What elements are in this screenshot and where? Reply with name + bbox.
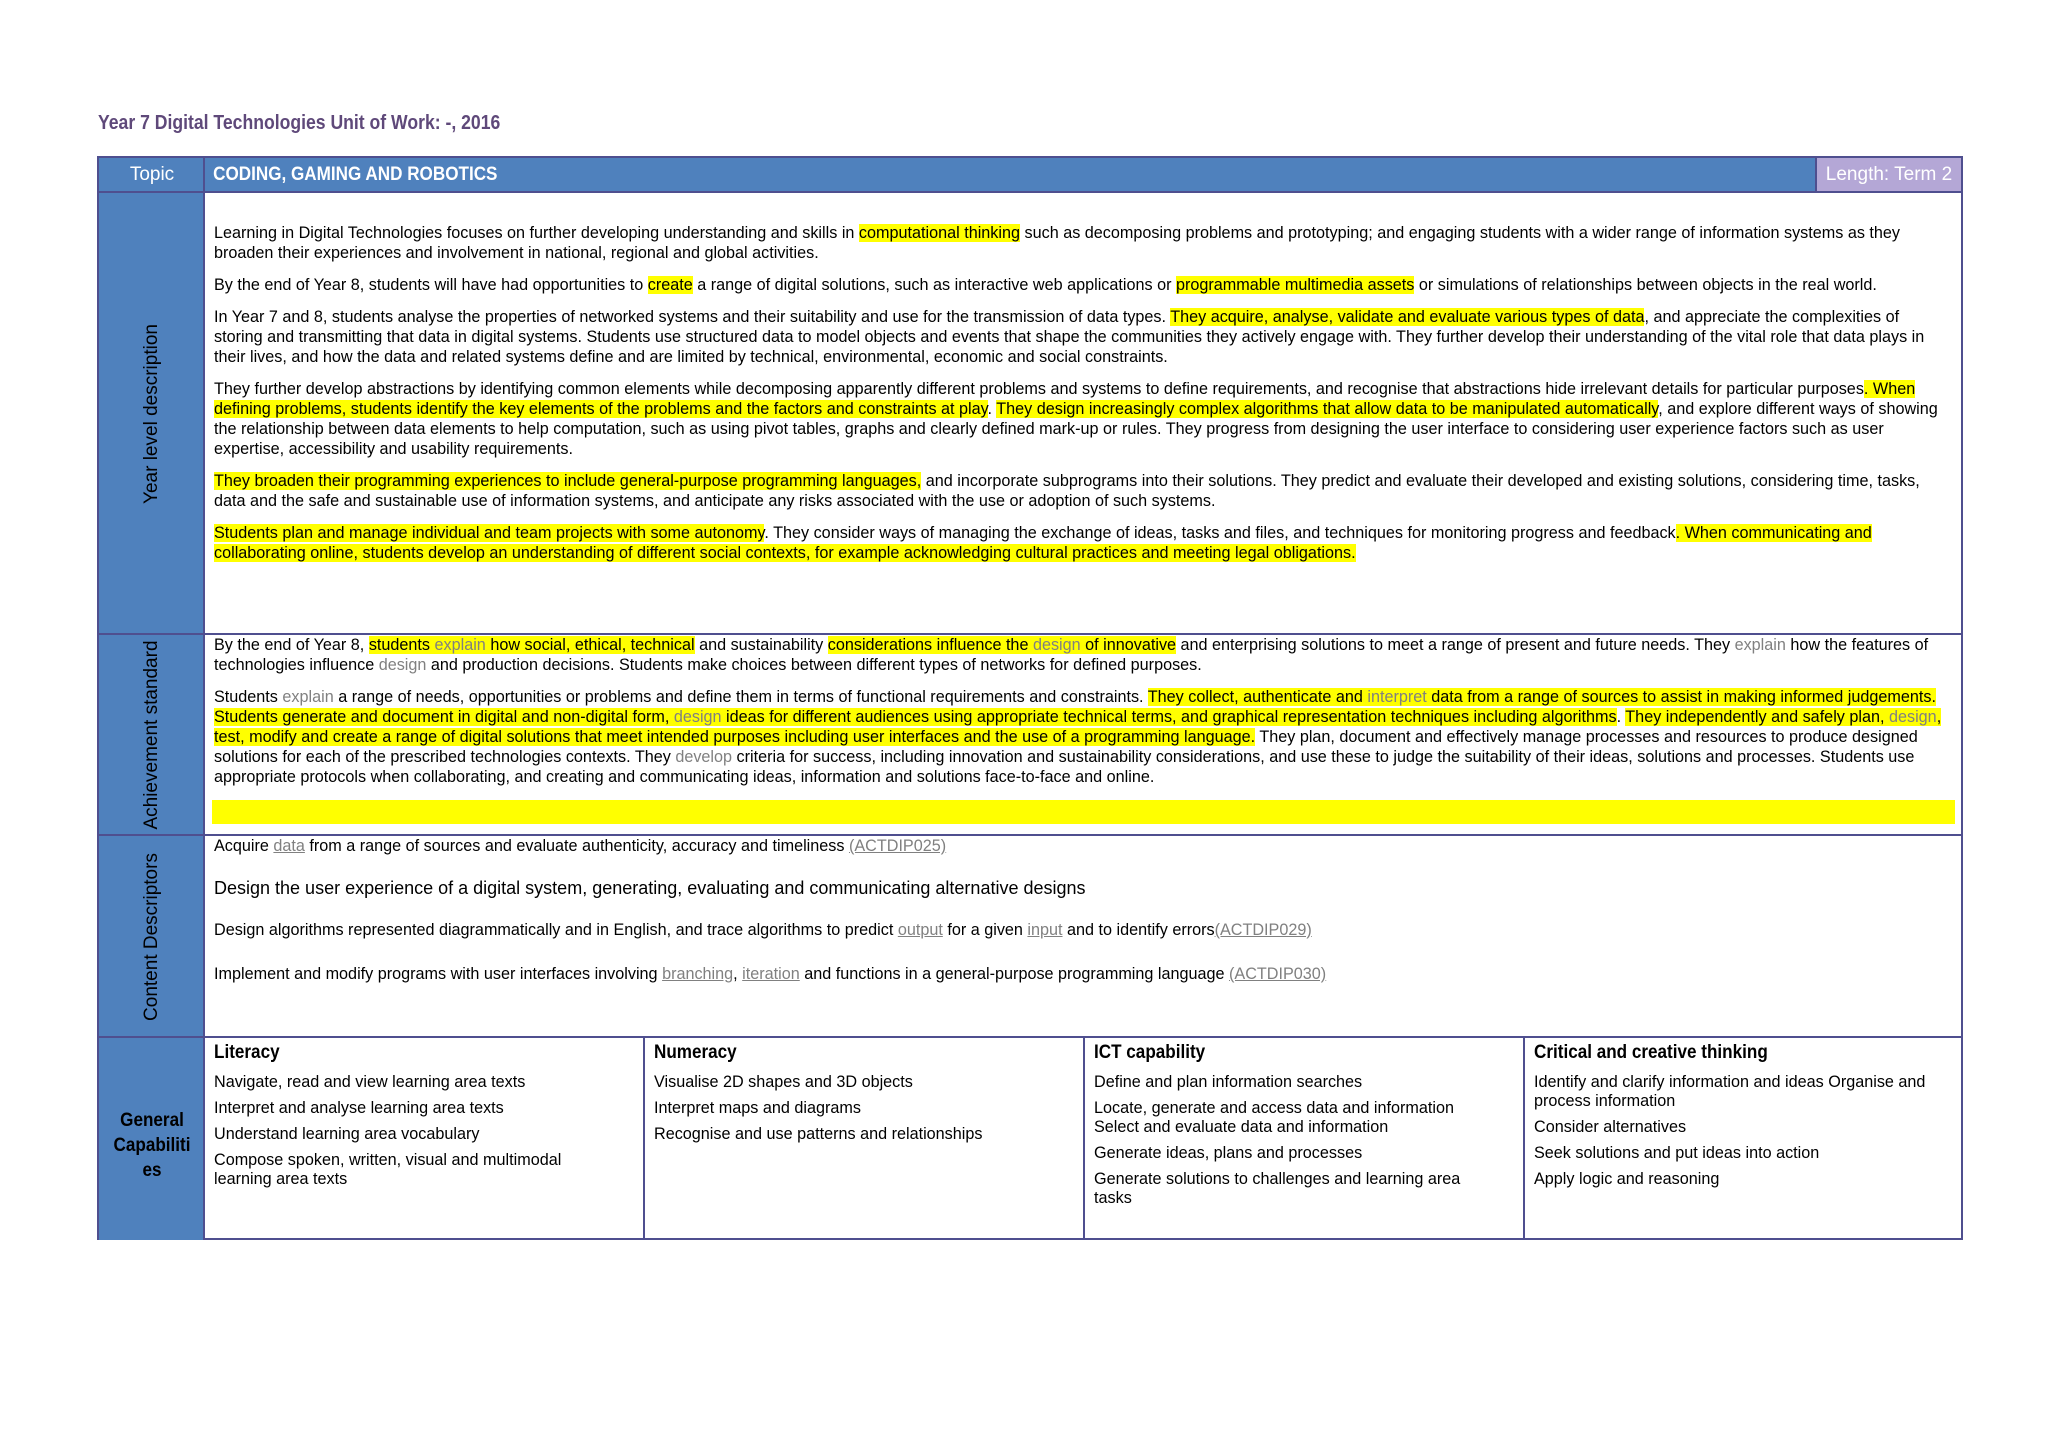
year-level-paragraph: They broaden their programming experiences to include general-purpose programming languages, and incorporate subprograms into their solutions. They predict and evaluate their developed and existing solutions, considering time, tasks, data and the safe and sustainable use of information systems, and anticipate any risks associated with the use or adoption of such systems. <box>214 472 1920 510</box>
document-title: Year 7 Digital Technologies Unit of Work: -, 2016 <box>98 112 501 134</box>
general-capabilities-label: General Capabiliti es <box>113 1110 191 1181</box>
achievement-label: Achievement standard <box>141 640 162 830</box>
capability-item: Consider alternatives <box>1534 1118 1687 1136</box>
capability-title: Numeracy <box>654 1042 737 1063</box>
content-descriptors <box>205 836 1961 1036</box>
year-level-paragraph: They further develop abstractions by identifying common elements while decomposing apparently different problems and systems to define requirements, and recognise that abstractions hide irrelevant details for particular purposes. When defining problems, students identify the key elements of the problems and the factors and constraints at play. They design increasingly complex algorithms that allow data to be manipulated automatically, and explore different ways of showing the relationship between data elements to help computation, such as using pivot tables, graphs and clearly defined mark-up or rules. They progress from designing the user interface to considering user experience factors such as user expertise, accessibility and usability requirements. <box>214 380 1938 458</box>
capability-title: Critical and creative thinking <box>1534 1042 1768 1063</box>
glossary-link[interactable]: output <box>897 921 943 939</box>
capability-item: Understand learning area vocabulary <box>214 1125 480 1143</box>
capability-title: Literacy <box>214 1042 280 1063</box>
highlighted-blank-line <box>212 800 1955 824</box>
capability-item: Generate ideas, plans and processes <box>1094 1144 1363 1162</box>
capability-column-literacy <box>205 1038 643 1240</box>
capability-item: Compose spoken, written, visual and multimodal learning area texts <box>214 1151 562 1188</box>
glossary-link[interactable]: iteration <box>742 965 800 983</box>
capability-item: Navigate, read and view learning area texts <box>214 1073 526 1091</box>
code-link[interactable]: (ACTDIP030) <box>1229 965 1327 983</box>
achievement-paragraph: Students explain a range of needs, opportunities or problems and define them in terms of functional requirements and constraints. They collect, authenticate and interpret data from a range of sources to assist in making informed judgements. Students generate and document in digital and non-digital form, design ideas for different audiences using appropriate technical terms, and graphical representation techniques including algorithms. They independently and safely plan, design, test, modify and create a range of digital solutions that meet intended purposes including user interfaces and the use of a programming language. They plan, document and effectively manage processes and resources to produce designed solutions for each of the prescribed technologies contexts. They develop criteria for success, including innovation and sustainability considerations, and use these to judge the suitability of their ideas, solutions and processes. Students use appropriate protocols when collaborating, and creating and communicating ideas, information and solutions face-to-face and online. <box>214 688 1942 786</box>
capability-item: Define and plan information searches <box>1094 1073 1363 1091</box>
year-level-paragraph: Learning in Digital Technologies focuses on further developing understanding and skills in computational thinking such as decomposing problems and prototyping; and engaging students with a wider range of information systems as they broaden their experiences and involvement in national, regional and global activities. <box>214 224 1901 262</box>
achievement-paragraph: By the end of Year 8, students explain how social, ethical, technical and sustainability considerations influence the design of innovative and enterprising solutions to meet a range of present and future needs. They explain how the features of technologies influence design and production decisions. Students make choices between different types of networks for defined purposes. <box>214 636 1929 674</box>
achievement-label-cell <box>99 635 205 835</box>
glossary-link[interactable]: input <box>1027 921 1063 939</box>
capability-item: Apply logic and reasoning <box>1534 1170 1720 1188</box>
year-level-label: Year level description <box>141 323 162 504</box>
capability-item: Generate solutions to challenges and learning area tasks <box>1094 1170 1461 1207</box>
capability-column-ict <box>1085 1038 1523 1240</box>
content-descriptor: Acquire data from a range of sources and evaluate authenticity, accuracy and timeliness (ACTDIP025) <box>214 837 947 855</box>
year-level-paragraph: By the end of Year 8, students will have had opportunities to create a range of digital solutions, such as interactive web applications or programmable multimedia assets or simulations of relationships between objects in the real world. <box>214 276 1877 294</box>
glossary-link[interactable]: data <box>273 837 305 855</box>
year-level-paragraph: In Year 7 and 8, students analyse the properties of networked systems and their suitability and use for the transmission of data types. They acquire, analyse, validate and evaluate various types of data, and appreciate the complexities of storing and transmitting that data in digital systems. Students use structured data to model objects and events that shape the communities they actively engage with. They further develop their understanding of the vital role that data plays in their lives, and how the data and related systems define and are limited by technical, environmental, economic and social constraints. <box>214 308 1925 366</box>
unit-of-work-table <box>97 156 1963 1240</box>
glossary-link[interactable]: branching <box>662 965 734 983</box>
capability-item: Interpret maps and diagrams <box>654 1099 861 1117</box>
capability-item: Interpret and analyse learning area texts <box>214 1099 504 1117</box>
capability-title: ICT capability <box>1094 1042 1206 1063</box>
capability-item: Visualise 2D shapes and 3D objects <box>654 1073 913 1091</box>
topic-title-cell <box>205 158 1817 192</box>
year-level-content <box>205 193 1961 633</box>
code-link[interactable]: (ACTDIP029) <box>1214 921 1312 939</box>
achievement-content <box>205 635 1961 834</box>
topic-label-cell <box>99 158 205 192</box>
capability-item: Recognise and use patterns and relationships <box>654 1125 983 1143</box>
content-descriptor: Design the user experience of a digital system, generating, evaluating and communicating alternative designs <box>214 878 1086 898</box>
capability-item: Locate, generate and access data and information Select and evaluate data and information <box>1094 1099 1454 1136</box>
content-label-cell <box>99 836 205 1037</box>
content-label: Content Descriptors <box>141 852 162 1021</box>
length-badge: Length: Term 2 and ½ Term 3 <box>1817 158 1961 192</box>
capability-column-numeracy <box>645 1038 1083 1240</box>
general-label-cell <box>99 1038 205 1240</box>
topic-label: Topic <box>129 164 175 185</box>
capability-item: Seek solutions and put ideas into action <box>1534 1144 1820 1162</box>
content-descriptor: Implement and modify programs with user interfaces involving branching, iteration and functions in a general-purpose programming language (ACTDIP030) <box>214 965 1327 983</box>
content-descriptor: Design algorithms represented diagrammatically and in English, and trace algorithms to predict output for a given input and to identify errors(ACTDIP029) <box>214 921 1312 939</box>
capability-column-critical-thinking <box>1525 1038 1961 1240</box>
code-link[interactable]: (ACTDIP025) <box>848 837 947 855</box>
topic-title: CODING, GAMING AND ROBOTICS <box>213 164 498 185</box>
year-level-paragraph: Students plan and manage individual and team projects with some autonomy. They consider ways of managing the exchange of ideas, tasks and files, and techniques for monitoring progress and feedback. When communicating and collaborating online, students develop an understanding of different social contexts, for example acknowledging cultural practices and meeting legal obligations. <box>214 524 1872 562</box>
capability-item: Identify and clarify information and ideas Organise and process information <box>1534 1073 1926 1110</box>
year-level-label-cell <box>99 193 205 634</box>
